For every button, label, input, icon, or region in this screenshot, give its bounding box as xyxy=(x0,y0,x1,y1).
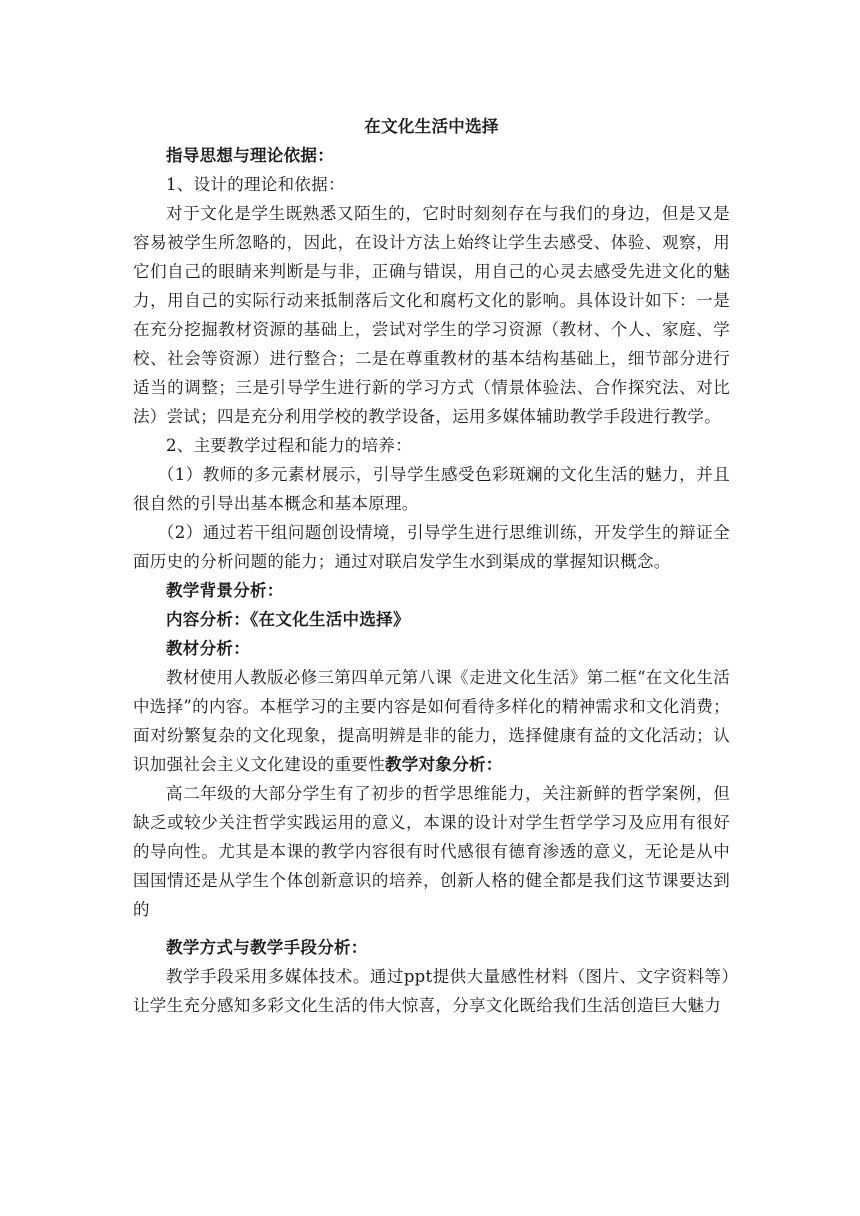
paragraph-teaching-object: 高二年级的大部分学生有了初步的哲学思维能力，关注新鲜的哲学案例，但缺乏或较少关注哲学实践运用的意义，本课的设计对学生哲学学习及应用有很好的导向性。尤其是本课的教学内容很有时代感很有德育渗透的意义，无论是从中国国情还是从学生个体创新意识的培养，创新人格的健全都是我们这节课要达到的 xyxy=(133,784,730,919)
spacer xyxy=(133,924,730,933)
paragraph-textbook-analysis xyxy=(133,663,730,779)
heading-content-analysis: 内容分析：《在文化生活中选择》 xyxy=(166,610,410,629)
document-page xyxy=(133,112,730,1020)
paragraph-design-basis: 对于文化是学生既熟悉又陌生的，它时时刻刻存在与我们的身边，但是又是容易被学生所忽略的，因此，在设计方法上始终让学生去感受、体验、观察，用它们自己的眼睛来判断是与非，正确与错误，用自己的心灵去感受先进文化的魅力，用自己的实际行动来抵制落后文化和腐朽文化的影响。具体设计如下：一是在充分挖掘教材资源的基础上，尝试对学生的学习资源（教材、个人、家庭、学校、社会等资源）进行整合；二是在尊重教材的基本结构基础上，细节部分进行适当的调整；三是引导学生进行新的学习方式（情景体验法、合作探究法、对比法）尝试；四是充分利用学校的教学设备，运用多媒体辅助教学手段进行教学。 xyxy=(133,204,730,426)
heading-teaching-background: 教学背景分析： xyxy=(166,581,284,600)
paragraph-teaching-method: 教学手段采用多媒体技术。通过ppt提供大量感性材料（图片、文字资料等）让学生充分感知多彩文化生活的伟大惊喜，分享文化既给我们生活创造巨大魅力 xyxy=(133,967,730,1015)
heading-textbook-analysis: 教材分析： xyxy=(166,639,250,658)
paragraph-point-2: （2）通过若干组问题创设情境，引导学生进行思维训练，开发学生的辩证全面历史的分析问题的能力；通过对联启发学生水到渠成的掌握知识概念。 xyxy=(133,523,730,571)
subheading-teaching-process: 2、主要教学过程和能力的培养： xyxy=(166,436,412,455)
document-title: 在文化生活中选择 xyxy=(364,117,499,136)
heading-teaching-method: 教学方式与教学手段分析： xyxy=(166,938,368,957)
textbook-analysis-text: 教材使用人教版必修三第四单元第八课《走进文化生活》第二框“在文化生活中选择”的内容。本框学习的主要内容是如何看待多样化的精神需求和文化消费；面对纷繁复杂的文化现象，提高明辨是非的能力，选择健康有益的文化活动；认识加强社会主义文化建设的重要性 xyxy=(133,668,730,774)
paragraph-point-1: （1）教师的多元素材展示，引导学生感受色彩斑斓的文化生活的魅力，并且很自然的引导出基本概念和基本原理。 xyxy=(133,465,730,513)
heading-guiding-ideas: 指导思想与理论依据： xyxy=(166,146,334,165)
heading-teaching-object-inline: 教学对象分析： xyxy=(385,755,503,774)
subheading-design-basis: 1、设计的理论和依据： xyxy=(166,175,345,194)
